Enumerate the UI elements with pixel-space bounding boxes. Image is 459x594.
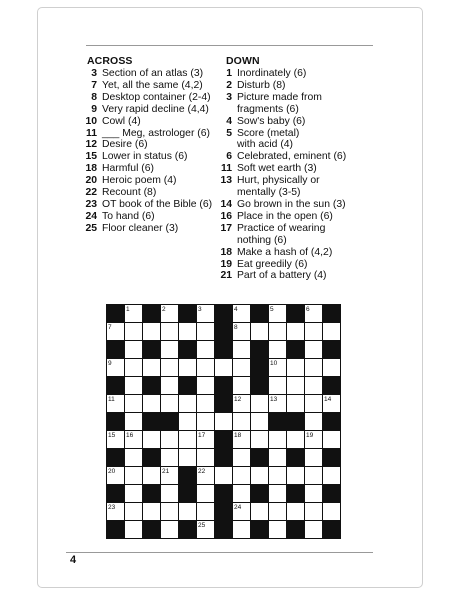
cell-number: 5 [270, 306, 274, 313]
grid-cell[interactable] [233, 359, 251, 377]
black-square [143, 413, 161, 431]
clue-text: Very rapid decline (4,4) [102, 103, 209, 115]
grid-cell[interactable] [197, 377, 215, 395]
down-clue [218, 116, 378, 128]
page-number: 4 [70, 554, 77, 566]
across-clue [80, 92, 220, 104]
black-square [107, 413, 125, 431]
grid-cell[interactable] [305, 413, 323, 431]
black-square [323, 413, 341, 431]
grid-cell[interactable] [305, 395, 323, 413]
grid-cell[interactable] [125, 485, 143, 503]
down-clue [218, 223, 378, 235]
grid-cell[interactable] [323, 503, 341, 521]
grid-cell[interactable] [179, 503, 197, 521]
clue-text: Make a hash of (4,2) [237, 246, 333, 258]
grid-cell[interactable] [305, 341, 323, 359]
grid-cell[interactable] [161, 341, 179, 359]
across-clue [80, 211, 220, 223]
cell-number: 14 [324, 396, 332, 403]
grid-cell[interactable] [323, 431, 341, 449]
black-square [179, 521, 197, 539]
clue-text: Lower in status (6) [102, 151, 188, 163]
black-square [287, 305, 305, 323]
grid-cell[interactable] [197, 323, 215, 341]
clue-number [218, 139, 232, 151]
across-clue [80, 199, 220, 211]
clue-number: 2 [226, 79, 232, 91]
clue-text: Go brown in the sun (3) [237, 198, 346, 210]
clue-text: Disturb (8) [237, 79, 286, 91]
down-clue [218, 199, 378, 211]
black-square [323, 341, 341, 359]
grid-cell[interactable] [323, 323, 341, 341]
black-square [251, 341, 269, 359]
clue-number: 20 [85, 175, 97, 187]
grid-cell[interactable] [269, 467, 287, 485]
black-square [215, 503, 233, 521]
black-square [143, 305, 161, 323]
down-clue [218, 163, 378, 175]
black-square [179, 377, 197, 395]
across-clue [80, 116, 220, 128]
grid-cell[interactable] [197, 485, 215, 503]
cell-number: 25 [198, 522, 206, 529]
black-square [161, 413, 179, 431]
cell-number: 23 [108, 504, 116, 511]
grid-cell[interactable] [197, 359, 215, 377]
grid-cell[interactable] [287, 395, 305, 413]
clue-number: 25 [85, 222, 97, 234]
across-clue [80, 151, 220, 163]
across-clue-list [80, 68, 220, 235]
black-square [323, 305, 341, 323]
clue-number: 16 [220, 210, 232, 222]
across-clue [80, 187, 220, 199]
grid-cell[interactable] [269, 377, 287, 395]
grid-cell[interactable] [197, 341, 215, 359]
cell-number: 15 [108, 432, 116, 439]
clue-number: 24 [85, 210, 97, 222]
grid-cell[interactable] [143, 359, 161, 377]
grid-cell[interactable] [161, 503, 179, 521]
down-clue [218, 80, 378, 92]
clue-text: Harmful (6) [102, 163, 154, 175]
clue-text: Soft wet earth (3) [237, 163, 317, 175]
grid-cell[interactable] [233, 413, 251, 431]
clue-number: 12 [85, 139, 97, 151]
grid-cell[interactable] [143, 467, 161, 485]
cell-number: 2 [162, 306, 166, 313]
grid-cell[interactable] [143, 323, 161, 341]
black-square [287, 521, 305, 539]
black-square [107, 341, 125, 359]
clue-text: fragments (6) [237, 103, 299, 115]
cell-number: 4 [234, 306, 238, 313]
clue-number: 5 [226, 127, 232, 139]
crossword-grid[interactable] [106, 304, 340, 538]
cell-number: 19 [306, 432, 314, 439]
clue-text: Recount (8) [102, 187, 157, 199]
clue-text: with acid (4) [237, 139, 294, 151]
clue-text: Desktop container (2-4) [102, 91, 211, 103]
across-clue [80, 175, 220, 187]
black-square [215, 395, 233, 413]
grid-cell[interactable] [305, 323, 323, 341]
clue-text: Picture made from [237, 91, 322, 103]
grid-cell[interactable] [269, 485, 287, 503]
black-square [251, 305, 269, 323]
cell-number: 12 [234, 396, 242, 403]
black-square [251, 359, 269, 377]
black-square [287, 341, 305, 359]
grid-cell[interactable] [251, 413, 269, 431]
grid-cell[interactable] [269, 323, 287, 341]
grid-cell[interactable] [143, 503, 161, 521]
grid-cell[interactable] [215, 413, 233, 431]
clue-number: 7 [91, 79, 97, 91]
grid-cell[interactable] [161, 395, 179, 413]
across-clue [80, 68, 220, 80]
grid-cell[interactable] [323, 467, 341, 485]
grid-cell[interactable] [161, 485, 179, 503]
grid-cell[interactable] [161, 521, 179, 539]
grid-cell[interactable] [143, 431, 161, 449]
grid-cell[interactable] [251, 431, 269, 449]
clue-text: mentally (3-5) [237, 187, 301, 199]
across-clue [80, 104, 220, 116]
grid-svg [106, 304, 341, 539]
grid-cell[interactable] [287, 359, 305, 377]
down-clue [218, 104, 378, 116]
clue-text: OT book of the Bible (6) [102, 198, 213, 210]
clue-text: Part of a battery (4) [237, 270, 327, 282]
black-square [287, 413, 305, 431]
grid-cell[interactable] [287, 467, 305, 485]
black-square [143, 521, 161, 539]
grid-cell[interactable] [323, 359, 341, 377]
clue-text: Sow's baby (6) [237, 115, 306, 127]
cell-number: 17 [198, 432, 206, 439]
grid-cell[interactable] [143, 395, 161, 413]
grid-cell[interactable] [305, 467, 323, 485]
down-heading: DOWN [226, 55, 260, 67]
clue-text: Desire (6) [102, 139, 148, 151]
down-clue [218, 235, 378, 247]
clue-number: 11 [86, 127, 97, 139]
black-square [215, 305, 233, 323]
cell-number: 21 [162, 468, 170, 475]
cell-number: 18 [234, 432, 242, 439]
down-clue [218, 139, 378, 151]
clue-text: Eat greedily (6) [237, 258, 308, 270]
grid-cell[interactable] [197, 395, 215, 413]
down-clue [218, 259, 378, 271]
grid-cell[interactable] [251, 503, 269, 521]
clue-number: 18 [220, 246, 232, 258]
clue-number: 6 [226, 151, 232, 163]
black-square [143, 341, 161, 359]
cell-number: 11 [108, 396, 115, 403]
clue-number: 8 [91, 91, 97, 103]
grid-cell[interactable] [161, 431, 179, 449]
black-square [179, 485, 197, 503]
across-clue [80, 128, 220, 140]
grid-cell[interactable] [305, 377, 323, 395]
black-square [215, 449, 233, 467]
clue-number: 22 [85, 187, 97, 199]
black-square [269, 413, 287, 431]
grid-cell[interactable] [179, 413, 197, 431]
grid-cell[interactable] [269, 431, 287, 449]
clue-number: 9 [91, 103, 97, 115]
down-clue-list [218, 68, 378, 282]
grid-cell[interactable] [179, 431, 197, 449]
black-square [323, 485, 341, 503]
black-square [215, 431, 233, 449]
across-clue [80, 223, 220, 235]
cell-number: 6 [306, 306, 310, 313]
clue-number: 15 [85, 151, 97, 163]
grid-cell[interactable] [233, 485, 251, 503]
grid-cell[interactable] [125, 467, 143, 485]
grid-cell[interactable] [305, 521, 323, 539]
down-clue [218, 68, 378, 80]
grid-cell[interactable] [251, 395, 269, 413]
grid-cell[interactable] [125, 503, 143, 521]
grid-cell[interactable] [179, 323, 197, 341]
grid-cell[interactable] [233, 377, 251, 395]
cell-number: 7 [108, 324, 112, 331]
clue-number: 21 [220, 270, 232, 282]
grid-cell[interactable] [233, 341, 251, 359]
black-square [107, 521, 125, 539]
grid-cell[interactable] [197, 503, 215, 521]
cell-number: 8 [234, 324, 238, 331]
black-square [215, 521, 233, 539]
black-square [287, 485, 305, 503]
clue-number: 1 [226, 68, 232, 79]
cell-number: 13 [270, 396, 278, 403]
clue-number: 23 [85, 198, 97, 210]
cell-number: 20 [108, 468, 116, 475]
grid-cell[interactable] [305, 449, 323, 467]
down-clue [218, 175, 378, 187]
grid-cell[interactable] [269, 449, 287, 467]
grid-cell[interactable] [125, 377, 143, 395]
black-square [251, 377, 269, 395]
grid-cell[interactable] [125, 521, 143, 539]
grid-cell[interactable] [233, 449, 251, 467]
grid-cell[interactable] [161, 323, 179, 341]
grid-cell[interactable] [125, 395, 143, 413]
grid-cell[interactable] [305, 503, 323, 521]
black-square [179, 305, 197, 323]
black-square [107, 305, 125, 323]
grid-cell[interactable] [161, 377, 179, 395]
clue-text: Floor cleaner (3) [102, 222, 179, 234]
clue-text: Heroic poem (4) [102, 175, 177, 187]
black-square [143, 485, 161, 503]
top-rule [86, 45, 373, 46]
black-square [251, 485, 269, 503]
grid-cell[interactable] [197, 449, 215, 467]
black-square [215, 485, 233, 503]
cell-number: 3 [198, 306, 202, 313]
clue-text: Inordinately (6) [237, 68, 307, 79]
clue-number: 14 [220, 198, 232, 210]
black-square [179, 467, 197, 485]
grid-cell[interactable] [233, 467, 251, 485]
grid-cell[interactable] [179, 395, 197, 413]
clue-number: 18 [85, 163, 97, 175]
clue-number: 19 [220, 258, 232, 270]
grid-cell[interactable] [287, 431, 305, 449]
clue-text: Celebrated, eminent (6) [237, 151, 347, 163]
grid-cell[interactable] [287, 377, 305, 395]
clue-number: 17 [220, 222, 232, 234]
grid-cell[interactable] [125, 359, 143, 377]
down-clue [218, 128, 378, 140]
grid-cell[interactable] [269, 503, 287, 521]
grid-cell[interactable] [305, 359, 323, 377]
black-square [215, 377, 233, 395]
clue-text: To hand (6) [102, 210, 155, 222]
black-square [215, 341, 233, 359]
clue-text: Score (metal) [237, 127, 300, 139]
black-square [323, 449, 341, 467]
clue-text: Place in the open (6) [237, 210, 333, 222]
cell-number: 22 [198, 468, 206, 475]
clue-number: 3 [226, 91, 232, 103]
across-clue [80, 139, 220, 151]
clue-text: Cowl (4) [102, 115, 141, 127]
black-square [323, 521, 341, 539]
grid-cell[interactable] [161, 449, 179, 467]
grid-cell[interactable] [161, 359, 179, 377]
grid-cell[interactable] [269, 521, 287, 539]
black-square [143, 449, 161, 467]
cell-number: 9 [108, 360, 112, 367]
clue-text: Practice of wearing [237, 222, 326, 234]
clue-number [218, 187, 232, 199]
grid-cell[interactable] [215, 467, 233, 485]
clue-number: 10 [85, 115, 97, 127]
black-square [179, 341, 197, 359]
grid-cell[interactable] [179, 359, 197, 377]
black-square [107, 485, 125, 503]
grid-cell[interactable] [125, 449, 143, 467]
cell-number: 24 [234, 504, 242, 511]
grid-cell[interactable] [125, 323, 143, 341]
grid-cell[interactable] [125, 413, 143, 431]
grid-cell[interactable] [215, 359, 233, 377]
black-square [287, 449, 305, 467]
clue-number [218, 104, 232, 116]
grid-cell[interactable] [125, 341, 143, 359]
down-clue [218, 151, 378, 163]
grid-cell[interactable] [287, 503, 305, 521]
grid-cell[interactable] [305, 485, 323, 503]
grid-cell[interactable] [179, 449, 197, 467]
grid-cell[interactable] [269, 341, 287, 359]
black-square [251, 449, 269, 467]
across-clue [80, 80, 220, 92]
cell-number: 16 [126, 432, 134, 439]
clue-number: 13 [220, 175, 232, 187]
bottom-rule [66, 552, 373, 553]
down-clue [218, 270, 378, 282]
down-clue [218, 247, 378, 259]
across-heading: ACROSS [87, 55, 133, 67]
black-square [251, 521, 269, 539]
clue-number: 3 [91, 68, 97, 79]
grid-cell[interactable] [197, 413, 215, 431]
black-square [107, 377, 125, 395]
clue-number: 11 [221, 163, 232, 175]
grid-cell[interactable] [251, 467, 269, 485]
black-square [215, 323, 233, 341]
down-clue [218, 92, 378, 104]
grid-cell[interactable] [233, 521, 251, 539]
clue-number: 4 [226, 115, 232, 127]
grid-cell[interactable] [287, 323, 305, 341]
clue-number [218, 235, 232, 247]
black-square [143, 377, 161, 395]
clue-text: Yet, all the same (4,2) [102, 79, 203, 91]
across-clue [80, 163, 220, 175]
clue-text: Hurt, physically or [237, 175, 320, 187]
clue-text: nothing (6) [237, 234, 287, 246]
clue-text: Section of an atlas (3) [102, 68, 204, 79]
cell-number: 1 [126, 306, 130, 313]
clue-text: ___ Meg, astrologer (6) [102, 127, 211, 139]
black-square [323, 377, 341, 395]
black-square [107, 449, 125, 467]
cell-number: 10 [270, 360, 278, 367]
down-clue [218, 187, 378, 199]
grid-cell[interactable] [251, 323, 269, 341]
down-clue [218, 211, 378, 223]
